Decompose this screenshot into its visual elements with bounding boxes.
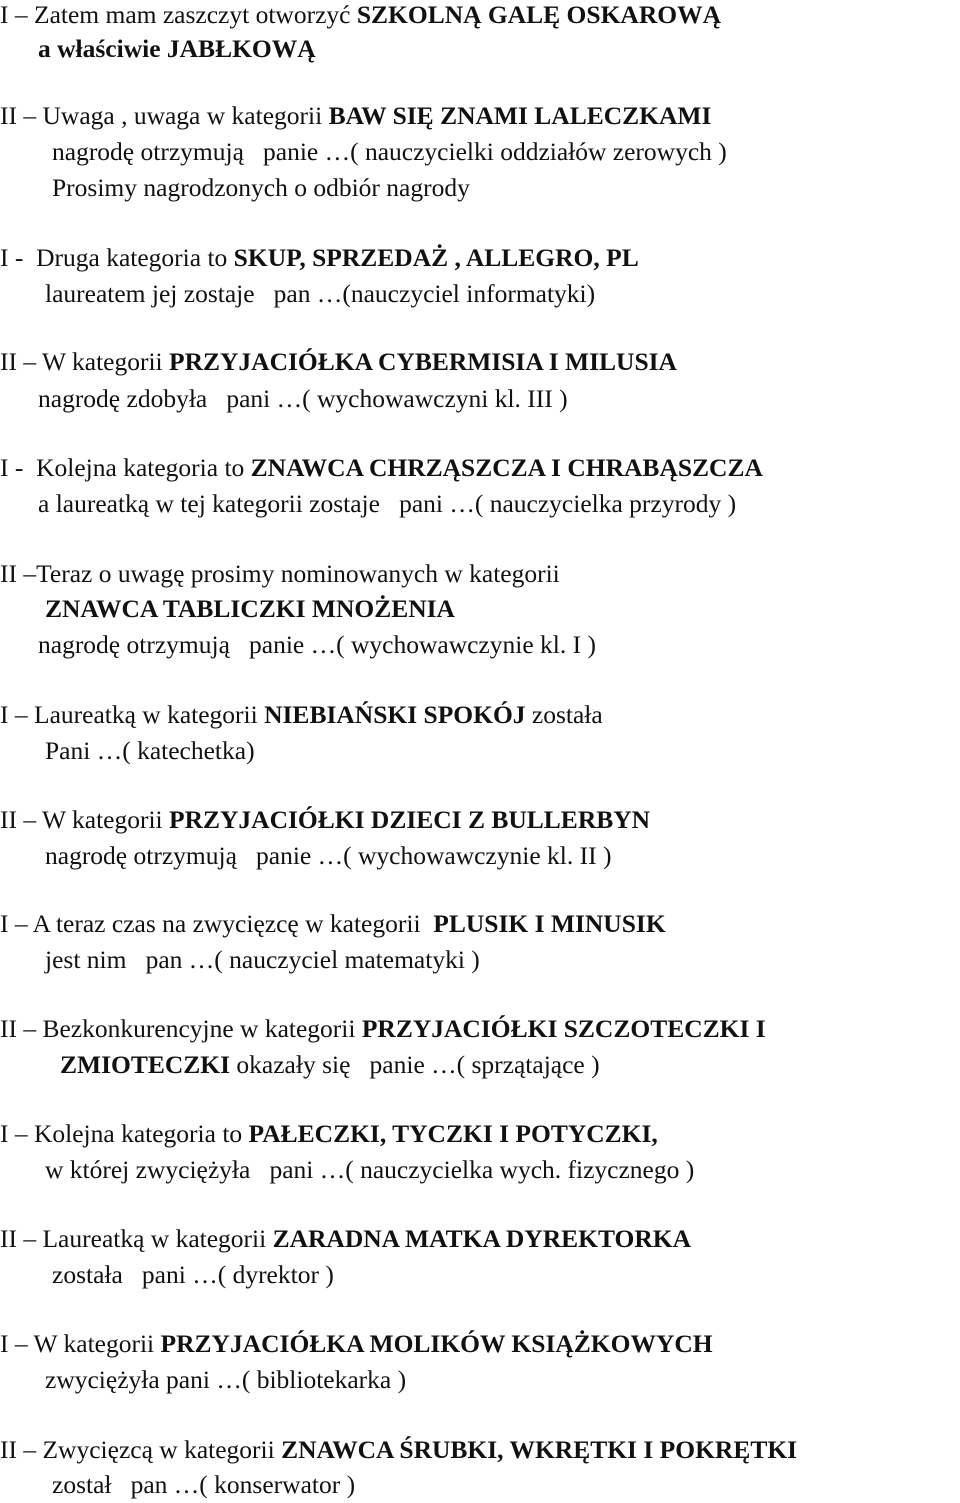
text-fragment: nagrodę otrzymują panie …( wychowawczynie kl. I ) bbox=[38, 630, 596, 659]
text-line bbox=[0, 453, 763, 483]
text-fragment: II – Laureatką w kategorii bbox=[0, 1224, 273, 1253]
text-line bbox=[0, 347, 677, 377]
text-line bbox=[60, 1050, 600, 1080]
text-line bbox=[38, 489, 736, 519]
category-name: SZKOLNĄ GALĘ OSKAROWĄ bbox=[356, 0, 721, 29]
text-fragment: a laureatką w tej kategorii zostaje pani …( nauczycielka przyrody ) bbox=[38, 489, 737, 518]
category-name: ZMIOTECZKI bbox=[60, 1050, 231, 1079]
category-name: PRZYJACIÓŁKI DZIECI Z BULLERBYN bbox=[169, 805, 651, 834]
text-fragment: II – W kategorii bbox=[0, 805, 170, 834]
text-line bbox=[52, 1470, 355, 1500]
text-line bbox=[0, 1119, 658, 1149]
category-name: PRZYJACIÓŁKI SZCZOTECZKI I bbox=[361, 1014, 766, 1043]
text-line bbox=[0, 243, 639, 273]
category-name: NIEBIAŃSKI SPOKÓJ bbox=[264, 700, 526, 729]
text-fragment: zwyciężyła pani …( bibliotekarka ) bbox=[45, 1365, 407, 1394]
text-line bbox=[45, 279, 595, 309]
text-line bbox=[45, 736, 255, 766]
text-line bbox=[45, 1365, 406, 1395]
category-name: SKUP, SPRZEDAŻ , ALLEGRO, PL bbox=[233, 243, 639, 272]
text-line bbox=[52, 137, 727, 167]
category-name: PAŁECZKI, TYCZKI I POTYCZKI, bbox=[248, 1119, 658, 1148]
text-fragment: została pani …( dyrektor ) bbox=[52, 1260, 334, 1289]
text-fragment: w której zwyciężyła pani …( nauczycielka wych. fizycznego ) bbox=[45, 1155, 695, 1184]
category-name: ZARADNA MATKA DYREKTORKA bbox=[272, 1224, 692, 1253]
category-name: ZNAWCA TABLICZKI MNOŻENIA bbox=[45, 594, 455, 623]
text-fragment: II – Zwycięzcą w kategorii bbox=[0, 1435, 282, 1464]
text-line bbox=[38, 384, 568, 414]
text-fragment: I – Kolejna kategoria to bbox=[0, 1119, 249, 1148]
text-fragment: II –Teraz o uwagę prosimy nominowanych w kategorii bbox=[0, 559, 560, 588]
text-line bbox=[0, 1014, 766, 1044]
text-line bbox=[0, 909, 666, 939]
text-fragment: nagrodę otrzymują panie …( wychowawczynie kl. II ) bbox=[45, 841, 612, 870]
category-name: PRZYJACIÓŁKA CYBERMISIA I MILUSIA bbox=[169, 347, 677, 376]
text-line bbox=[0, 700, 603, 730]
category-name: a właściwie JABŁKOWĄ bbox=[38, 34, 316, 63]
text-fragment: I - Kolejna kategoria to bbox=[0, 453, 251, 482]
text-line bbox=[52, 1260, 334, 1290]
text-line bbox=[52, 173, 470, 203]
category-name: ZNAWCA ŚRUBKI, WKRĘTKI I POKRĘTKI bbox=[281, 1435, 798, 1464]
text-fragment: I – A teraz czas na zwycięzcę w kategorii bbox=[0, 909, 434, 938]
text-line bbox=[38, 34, 316, 64]
text-fragment: I – Zatem mam zaszczyt otworzyć bbox=[0, 0, 357, 29]
category-name: ZNAWCA CHRZĄSZCZA I CHRABĄSZCZA bbox=[250, 453, 763, 482]
text-line bbox=[38, 630, 596, 660]
text-line bbox=[45, 841, 611, 871]
category-name: PLUSIK I MINUSIK bbox=[433, 909, 666, 938]
category-name: BAW SIĘ ZNAMI LALECZKAMI bbox=[328, 101, 712, 130]
text-fragment: I – W kategorii bbox=[0, 1329, 161, 1358]
text-fragment: został pan …( konserwator ) bbox=[52, 1470, 356, 1499]
text-fragment: nagrodę zdobyła pani …( wychowawczyni kl. III ) bbox=[38, 384, 568, 413]
text-line bbox=[0, 1224, 691, 1254]
text-line bbox=[45, 1155, 694, 1185]
text-fragment: II – Uwaga , uwaga w kategorii bbox=[0, 101, 329, 130]
text-fragment: nagrodę otrzymują panie …( nauczycielki oddziałów zerowych ) bbox=[52, 137, 727, 166]
text-fragment: II – Bezkonkurencyjne w kategorii bbox=[0, 1014, 362, 1043]
text-fragment: I - Druga kategoria to bbox=[0, 243, 234, 272]
text-fragment: Pani …( katechetka) bbox=[45, 736, 255, 765]
text-line bbox=[0, 101, 711, 131]
text-line bbox=[0, 805, 650, 835]
text-fragment: okazały się panie …( sprzątające ) bbox=[230, 1050, 600, 1079]
text-fragment: I – Laureatką w kategorii bbox=[0, 700, 265, 729]
text-fragment: Prosimy nagrodzonych o odbiór nagrody bbox=[52, 173, 470, 202]
text-fragment: II – W kategorii bbox=[0, 347, 170, 376]
text-line bbox=[0, 0, 721, 30]
text-fragment: została bbox=[525, 700, 603, 729]
text-line bbox=[0, 559, 560, 589]
text-line bbox=[0, 1435, 797, 1465]
text-line bbox=[45, 594, 455, 624]
text-fragment: laureatem jej zostaje pan …(nauczyciel informatyki) bbox=[45, 279, 596, 308]
text-line bbox=[0, 1329, 713, 1359]
category-name: PRZYJACIÓŁKA MOLIKÓW KSIĄŻKOWYCH bbox=[160, 1329, 713, 1358]
text-line bbox=[45, 945, 480, 975]
text-fragment: jest nim pan …( nauczyciel matematyki ) bbox=[45, 945, 480, 974]
